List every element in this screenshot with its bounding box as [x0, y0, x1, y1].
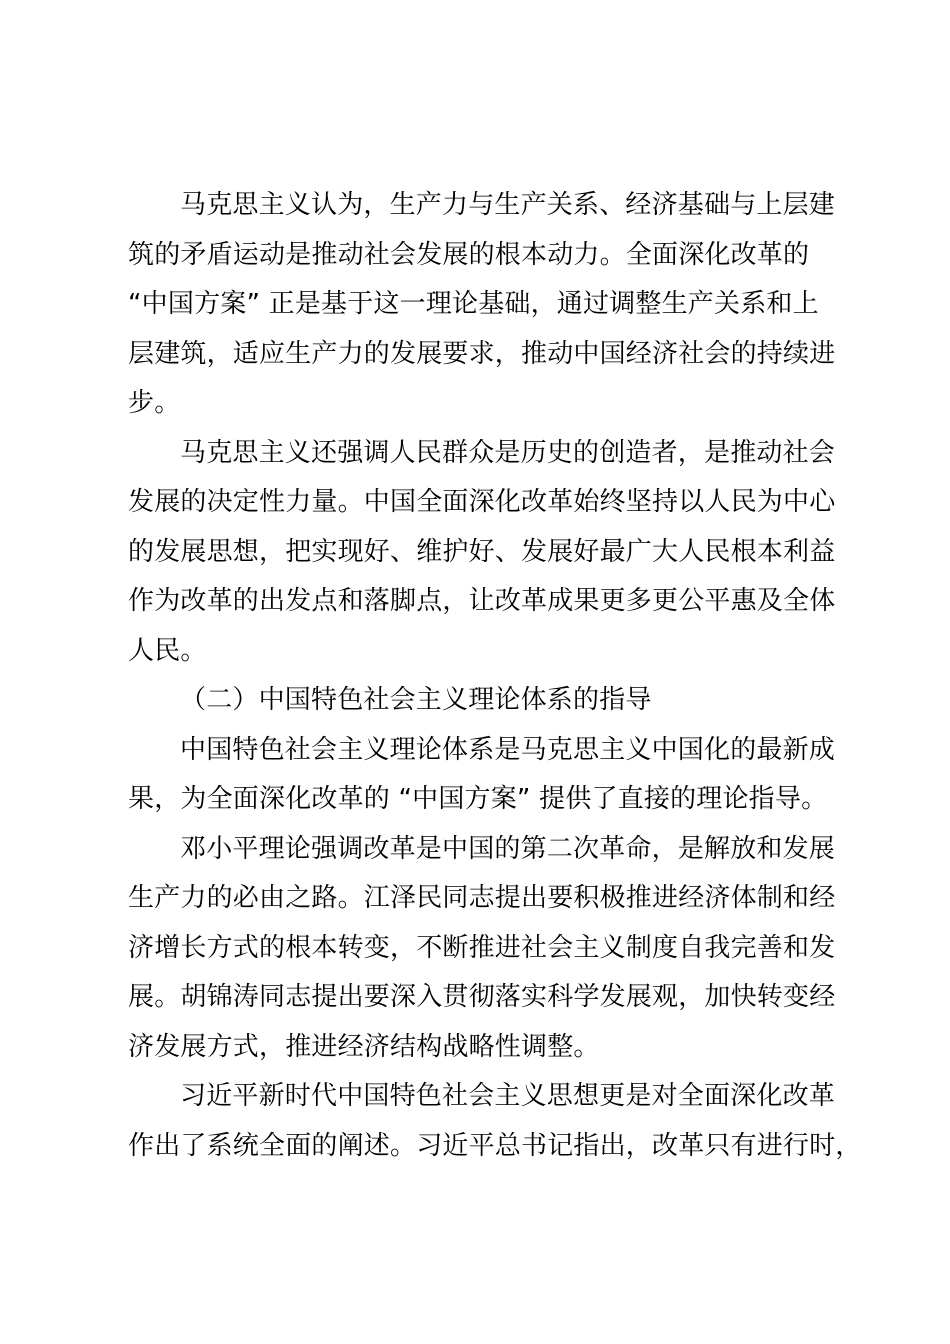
paragraph-line: 生产力的必由之路。江泽民同志提出要积极推进经济体制和经 — [128, 883, 836, 913]
paragraph-line: 的发展思想，把实现好、维护好、发展好最广大人民根本利益 — [128, 536, 836, 567]
paragraph-line: 展。胡锦涛同志提出要深入贯彻落实科学发展观，加快转变经 — [128, 982, 836, 1012]
paragraph-line: 济增长方式的根本转变，不断推进社会主义制度自我完善和发 — [128, 932, 836, 963]
section-heading — [128, 676, 833, 726]
paragraph-line: 马克思主义认为，生产力与生产关系、经济基础与上层建 — [180, 190, 836, 220]
paragraph-2 — [128, 429, 836, 677]
paragraph-line: 果，为全面深化改革的 “中国方案” 提供了直接的理论指导。 — [128, 784, 828, 814]
paragraph-line: 作为改革的出发点和落脚点，让改革成果更多更公平惠及全体 — [128, 586, 836, 616]
paragraph-line: 习近平新时代中国特色社会主义思想更是对全面深化改革 — [180, 1081, 836, 1111]
paragraph-5 — [128, 1072, 862, 1171]
paragraph-line: 济发展方式，推进经济结构战略性调整。 — [128, 1031, 600, 1062]
paragraph-3 — [128, 726, 836, 825]
paragraph-line: 马克思主义还强调人民群众是历史的创造者，是推动社会 — [180, 437, 836, 468]
paragraph-line: 步。 — [128, 388, 181, 418]
paragraph-line: 人民。 — [128, 635, 207, 666]
paragraph-line: 层建筑，适应生产力的发展要求，推动中国经济社会的持续进 — [128, 338, 836, 369]
paragraph-4 — [128, 825, 836, 1073]
paragraph-line: 中国特色社会主义理论体系是马克思主义中国化的最新成 — [180, 734, 836, 765]
section-heading-text: （二）中国特色社会主义理论体系的指导 — [180, 685, 652, 715]
paragraph-line: 筑的矛盾运动是推动社会发展的根本动力。全面深化改革的 — [128, 239, 810, 270]
paragraph-line: 作出了系统全面的阐述。习近平总书记指出，改革只有进行时， — [128, 1130, 862, 1161]
paragraph-line: 邓小平理论强调改革是中国的第二次革命，是解放和发展 — [180, 833, 836, 864]
paragraph-1 — [128, 181, 836, 429]
paragraph-line: “中国方案” 正是基于这一理论基础，通过调整生产关系和上 — [128, 289, 819, 319]
document-body — [128, 181, 862, 1171]
paragraph-line: 发展的决定性力量。中国全面深化改革始终坚持以人民为中心 — [128, 487, 836, 517]
